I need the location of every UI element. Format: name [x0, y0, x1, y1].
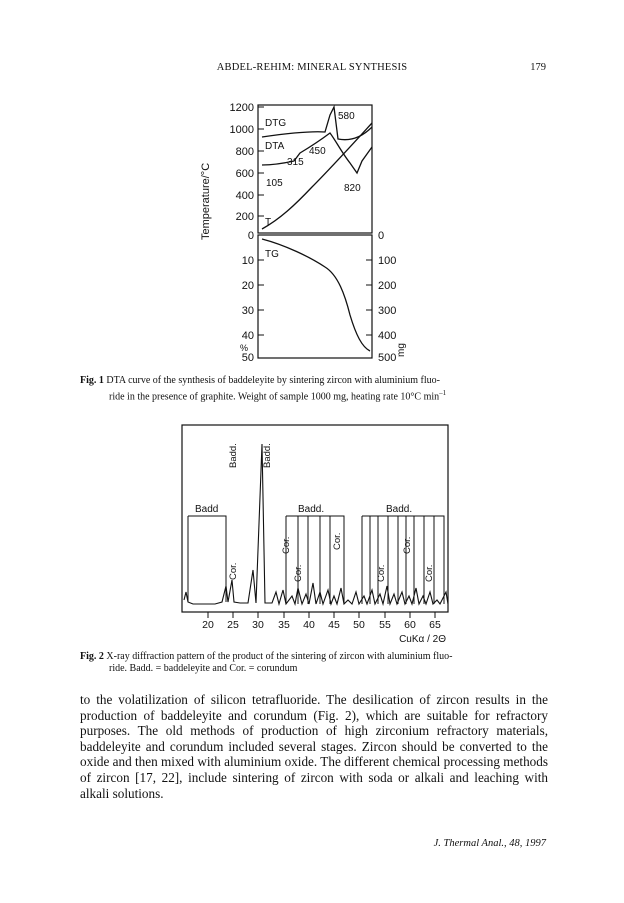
figure-1-caption-line1: DTA curve of the synthesis of baddeleyite by sintering zircon with aluminium fluo-: [106, 375, 440, 386]
xrd-tick-label: 50: [353, 619, 365, 631]
xrd-tick-label: 20: [202, 619, 214, 631]
phase-label-cor: Cor.: [376, 564, 387, 582]
xrd-x-axis-label: CuKα / 2Θ: [399, 634, 446, 645]
xrd-tick-label: 25: [227, 619, 239, 631]
peak-label-580: 580: [338, 111, 355, 122]
body-paragraph: to the volatilization of silicon tetrafluoride. The desilication of zircon results in the production of baddeleyite and corundum (Fig. 2), which are suitable for refractory purposes. The old methods of production of high zirconium refractory materials, baddeleyite and corundum included several stages. Zircon should be converted to the oxide and then mixed with aluminium oxide. The different chemical processing methods of zircon [17, 22], include sintering of zircon with soda or alkali and leaching with alkali solutions.: [80, 692, 548, 801]
reflection-brackets: [188, 516, 444, 604]
phase-label-badd: Badd.: [262, 443, 273, 468]
figure-1-caption-line2-wrap: [80, 387, 550, 403]
xrd-tick-label: 65: [429, 619, 441, 631]
peak-label-820: 820: [344, 183, 361, 194]
phase-label-cor: Cor.: [332, 532, 343, 550]
xrd-x-ticks: [202, 612, 441, 631]
phase-label-badd: Badd.: [298, 504, 325, 515]
mass-tick-label: 200: [378, 280, 397, 292]
percent-unit-label: %: [239, 343, 248, 353]
temp-tick-label: 0: [247, 230, 254, 242]
phase-label-cor: Cor.: [228, 562, 239, 580]
phase-label-badd: Badd.: [386, 504, 413, 515]
figure-2-caption-line1: X-ray diffraction pattern of the product of the sintering of zircon with aluminium fluo-: [106, 651, 453, 662]
figure-2-caption-line2: ride. Badd. = baddeleyite and Cor. = corundum: [109, 663, 298, 674]
mass-tick-label: 300: [378, 305, 397, 317]
peak-label-450: 450: [309, 146, 326, 157]
running-title: ABDEL-REHIM: MINERAL SYNTHESIS: [216, 62, 408, 73]
page-number: 179: [530, 62, 546, 73]
temperature-axis-label: Temperature/°C: [200, 162, 212, 240]
xrd-tick-label: 35: [278, 619, 290, 631]
phase-label-badd: Badd: [195, 504, 219, 515]
page-header: [0, 62, 624, 76]
temp-tick-label: 1000: [229, 124, 254, 136]
percent-tick-label: 30: [241, 305, 254, 317]
dtg-label: DTG: [265, 118, 287, 129]
temperature-curve: [262, 123, 372, 229]
figure-2-plot: [0, 420, 624, 645]
badd-bracket-2: [286, 516, 344, 604]
mass-tick-label: 100: [378, 255, 397, 267]
xrd-frame: [182, 425, 448, 612]
percent-tick-label: 50: [241, 352, 254, 364]
journal-footer: J. Thermal Anal., 48, 1997: [433, 838, 546, 849]
tg-label: TG: [265, 249, 279, 260]
dta-label: DTA: [265, 141, 285, 152]
t-label: T: [265, 217, 272, 228]
temp-tick-label: 400: [235, 190, 254, 202]
figure-1-caption-sup: –1: [439, 389, 447, 397]
temp-tick-label: 600: [235, 168, 254, 180]
mass-tick-label: 400: [378, 330, 397, 342]
percent-tick-label: 20: [241, 280, 254, 292]
percent-tick-label: 40: [241, 330, 254, 342]
temperature-ticks: [230, 102, 264, 242]
xrd-tick-label: 30: [252, 619, 264, 631]
phase-label-cor: Cor.: [281, 536, 292, 554]
figure-1-caption-lead: Fig. 1: [80, 375, 104, 386]
xrd-tick-label: 60: [404, 619, 416, 631]
xrd-tick-label: 55: [379, 619, 391, 631]
percent-ticks: [240, 255, 264, 364]
peak-label-315: 315: [287, 157, 304, 168]
figure-1: [0, 95, 624, 370]
peak-label-105: 105: [266, 178, 283, 189]
phase-label-cor: Cor.: [424, 564, 435, 582]
figure-1-plot: [0, 95, 624, 370]
figure-1-caption: [80, 375, 550, 403]
mass-tick-label: 0: [378, 230, 385, 242]
xrd-tick-label: 40: [303, 619, 315, 631]
phase-label-cor: Cor.: [402, 536, 413, 554]
percent-tick-label: 10: [241, 255, 254, 267]
mass-unit-label: mg: [396, 343, 407, 357]
phase-label-badd: Badd.: [228, 443, 239, 468]
xrd-tick-label: 45: [328, 619, 340, 631]
figure-2-caption: [80, 651, 550, 675]
badd-bracket-3: [362, 516, 444, 604]
figure-2: [0, 420, 624, 645]
xrd-trace: [184, 444, 448, 604]
phase-label-cor: Cor.: [293, 564, 304, 582]
figure-1-caption-line2: ride in the presence of graphite. Weight of sample 1000 mg, heating rate 10°C min: [109, 391, 440, 403]
temp-tick-label: 800: [235, 146, 254, 158]
temp-tick-label: 200: [235, 211, 254, 223]
badd-bracket-1: [188, 516, 226, 602]
mass-tick-label: 500: [378, 352, 397, 364]
figure-2-caption-lead: Fig. 2: [80, 651, 104, 662]
temp-tick-label: 1200: [229, 102, 254, 114]
